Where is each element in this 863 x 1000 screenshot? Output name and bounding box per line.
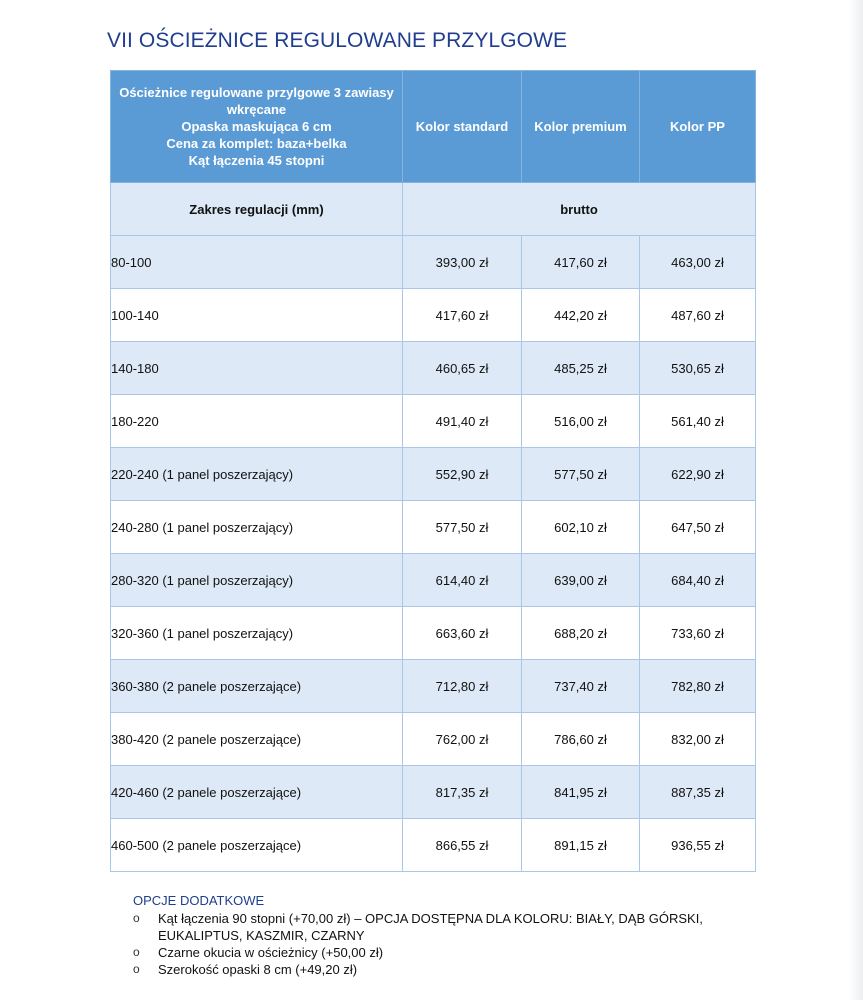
option-text: Kąt łączenia 90 stopni (+70,00 zł) – OPCJA DOSTĘPNA DLA KOLORU: BIAŁY, DĄB GÓRSKI, EUKALIPTUS, KASZMIR, CZARNY — [158, 911, 703, 943]
table-row — [111, 713, 756, 766]
range-cell: 180-220 — [111, 395, 403, 448]
option-text: Szerokość opaski 8 cm (+49,20 zł) — [158, 962, 358, 977]
bullet-icon: o — [133, 962, 140, 976]
bullet-icon: o — [133, 945, 140, 959]
options-title: OPCJE DODATKOWE — [133, 893, 265, 908]
column-header-pp: Kolor PP — [640, 71, 756, 183]
table-row — [111, 501, 756, 554]
table-row — [111, 395, 756, 448]
table-row — [111, 607, 756, 660]
page-edge-shadow — [849, 0, 863, 1000]
range-cell: 220-240 (1 panel poszerzający) — [111, 448, 403, 501]
range-cell: 140-180 — [111, 342, 403, 395]
price-standard-cell: 393,00 zł — [403, 236, 522, 289]
header-line: wkręcane — [226, 102, 287, 117]
price-standard-cell: 712,80 zł — [403, 660, 522, 713]
price-premium-cell: 737,40 zł — [522, 660, 640, 713]
range-cell: 360-380 (2 panele poszerzające) — [111, 660, 403, 713]
price-premium-cell: 688,20 zł — [522, 607, 640, 660]
price-standard-cell: 577,50 zł — [403, 501, 522, 554]
table-row — [111, 448, 756, 501]
price-table — [110, 70, 756, 872]
additional-options — [133, 893, 773, 978]
range-cell: 240-280 (1 panel poszerzający) — [111, 501, 403, 554]
price-premium-cell: 786,60 zł — [522, 713, 640, 766]
range-column-label: Zakres regulacji (mm) — [111, 183, 403, 236]
header-line: Cena za komplet: baza+belka — [166, 136, 347, 151]
price-pp-cell: 782,80 zł — [640, 660, 756, 713]
table-row — [111, 766, 756, 819]
price-premium-cell: 516,00 zł — [522, 395, 640, 448]
sub-header-row — [111, 183, 756, 236]
price-pp-cell: 622,90 zł — [640, 448, 756, 501]
price-standard-cell: 417,60 zł — [403, 289, 522, 342]
price-standard-cell: 460,65 zł — [403, 342, 522, 395]
price-pp-cell: 832,00 zł — [640, 713, 756, 766]
price-premium-cell: 417,60 zł — [522, 236, 640, 289]
price-standard-cell: 817,35 zł — [403, 766, 522, 819]
range-cell: 320-360 (1 panel poszerzający) — [111, 607, 403, 660]
header-line: Ościeżnice regulowane przylgowe 3 zawiasy — [119, 85, 394, 100]
price-standard-cell: 663,60 zł — [403, 607, 522, 660]
price-pp-cell: 887,35 zł — [640, 766, 756, 819]
table-row — [111, 289, 756, 342]
header-line: Kąt łączenia 45 stopni — [188, 153, 325, 168]
bullet-icon: o — [133, 911, 140, 925]
price-pp-cell: 936,55 zł — [640, 819, 756, 872]
price-premium-cell: 577,50 zł — [522, 448, 640, 501]
table-row — [111, 819, 756, 872]
price-pp-cell: 463,00 zł — [640, 236, 756, 289]
range-cell: 80-100 — [111, 236, 403, 289]
price-standard-cell: 614,40 zł — [403, 554, 522, 607]
price-pp-cell: 684,40 zł — [640, 554, 756, 607]
product-description-header — [111, 71, 403, 183]
price-premium-cell: 639,00 zł — [522, 554, 640, 607]
price-pp-cell: 487,60 zł — [640, 289, 756, 342]
option-item — [133, 961, 773, 978]
price-standard-cell: 491,40 zł — [403, 395, 522, 448]
option-item — [133, 944, 773, 961]
column-header-standard: Kolor standard — [403, 71, 522, 183]
price-pp-cell: 733,60 zł — [640, 607, 756, 660]
price-pp-cell: 647,50 zł — [640, 501, 756, 554]
header-line: Opaska maskująca 6 cm — [181, 119, 332, 134]
price-premium-cell: 602,10 zł — [522, 501, 640, 554]
range-cell: 100-140 — [111, 289, 403, 342]
price-type-label: brutto — [403, 183, 756, 236]
range-cell: 420-460 (2 panele poszerzające) — [111, 766, 403, 819]
table-row — [111, 660, 756, 713]
price-standard-cell: 762,00 zł — [403, 713, 522, 766]
column-header-premium: Kolor premium — [522, 71, 640, 183]
table-header-row — [111, 71, 756, 183]
range-cell: 280-320 (1 panel poszerzający) — [111, 554, 403, 607]
price-pp-cell: 530,65 zł — [640, 342, 756, 395]
page-title: VII OŚCIEŻNICE REGULOWANE PRZYLGOWE — [107, 29, 568, 52]
price-premium-cell: 485,25 zł — [522, 342, 640, 395]
table-row — [111, 554, 756, 607]
option-text: Czarne okucia w ościeżnicy (+50,00 zł) — [158, 945, 384, 960]
table-row — [111, 342, 756, 395]
price-premium-cell: 891,15 zł — [522, 819, 640, 872]
range-cell: 460-500 (2 panele poszerzające) — [111, 819, 403, 872]
table-row — [111, 236, 756, 289]
price-standard-cell: 552,90 zł — [403, 448, 522, 501]
range-cell: 380-420 (2 panele poszerzające) — [111, 713, 403, 766]
price-premium-cell: 841,95 zł — [522, 766, 640, 819]
price-standard-cell: 866,55 zł — [403, 819, 522, 872]
price-premium-cell: 442,20 zł — [522, 289, 640, 342]
price-pp-cell: 561,40 zł — [640, 395, 756, 448]
option-item — [133, 910, 773, 944]
